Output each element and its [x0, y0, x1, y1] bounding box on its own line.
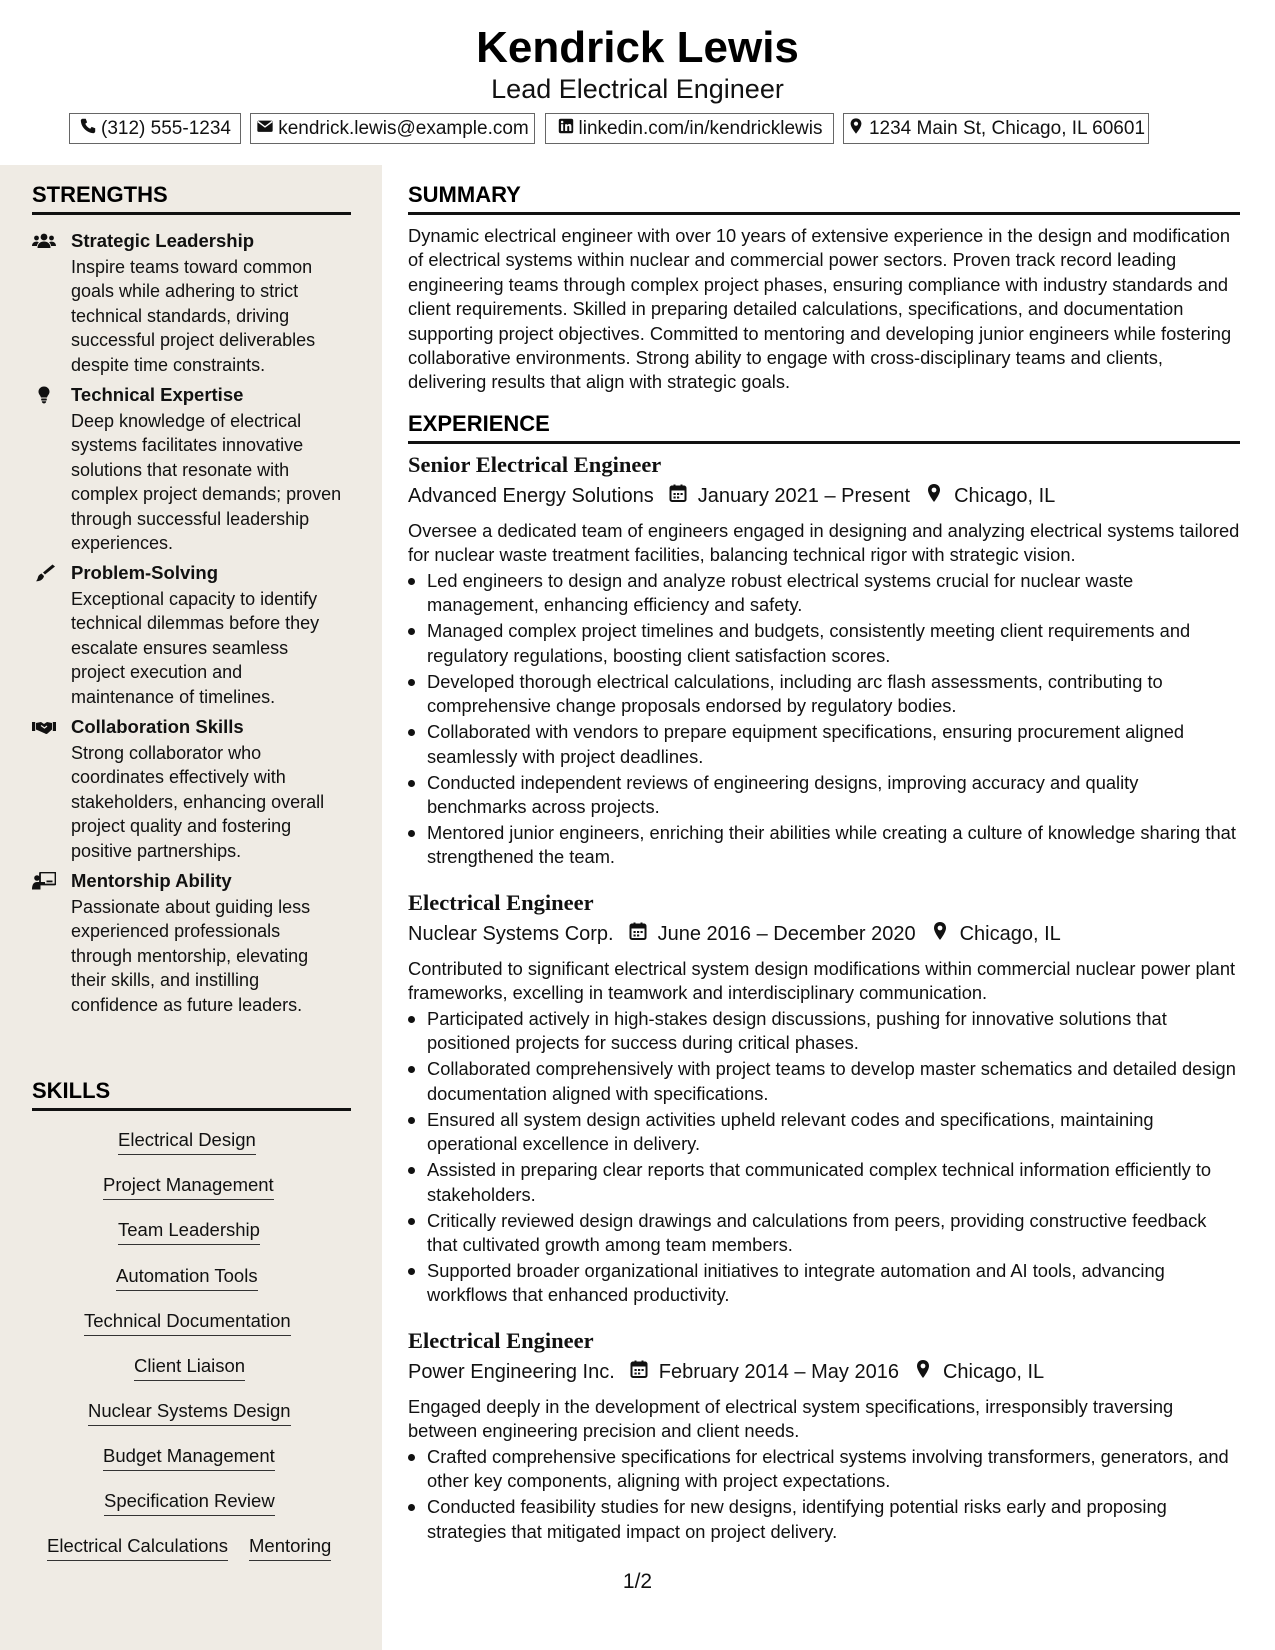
contact-linkedin[interactable] [545, 113, 834, 144]
bullet-item: Developed thorough electrical calculations, including arc flash assessments, contributing to comprehensive change proposals endorsed by regulatory bodies. [408, 670, 1240, 719]
contact-linkedin-text: linkedin.com/in/kendricklewis [578, 117, 823, 139]
strength-desc: Strong collaborator who coordinates effectively with stakeholders, enhancing overall project quality and fostering positive partnerships. [71, 743, 325, 861]
experience-heading: EXPERIENCE [408, 410, 1240, 444]
bullet-item: Crafted comprehensive specifications for electrical systems involving transformers, generators, and other key components, aligning with project expectations. [408, 1445, 1240, 1494]
strength-desc: Inspire teams toward common goals while adhering to strict technical standards, driving successful project deliverables despite time constraints. [71, 257, 316, 375]
job-dates: February 2014 – May 2016 [658, 1360, 899, 1383]
job-company: Advanced Energy Solutions [408, 484, 654, 507]
contact-address [843, 113, 1149, 144]
map-pin-icon [910, 483, 954, 509]
strength-title: Collaboration Skills [71, 716, 244, 737]
job-company: Nuclear Systems Corp. [408, 922, 614, 945]
strength-title: Problem-Solving [71, 562, 218, 583]
strength-item [32, 715, 352, 861]
job-location: Chicago, IL [954, 484, 1056, 507]
brush-icon [32, 564, 56, 582]
bullet-item: Conducted independent reviews of engineering designs, improving accuracy and quality benchmarks across projects. [408, 771, 1240, 820]
bullet-item: Collaborated comprehensively with project teams to develop master schematics and detailed design documentation aligned with specifications. [408, 1057, 1240, 1106]
strength-item [32, 869, 352, 1015]
phone-icon [79, 117, 97, 141]
calendar-icon [614, 921, 658, 947]
summary-heading: SUMMARY [408, 181, 1240, 215]
job-title: Electrical Engineer [408, 1328, 594, 1353]
skill-tag: Team Leadership [118, 1218, 260, 1245]
teacher-icon [32, 872, 56, 890]
strength-desc: Passionate about guiding less experienced professionals through mentorship, elevating their skills, and instilling confidence as future leaders. [71, 897, 311, 1015]
contact-address-text: 1234 Main St, Chicago, IL 60601 [868, 117, 1146, 139]
lightbulb-icon [32, 386, 56, 404]
job-meta [408, 920, 1061, 948]
users-icon [32, 232, 56, 250]
page-number: 1/2 [622, 1570, 653, 1593]
skill-tag: Budget Management [103, 1444, 275, 1471]
job-title: Electrical Engineer [408, 890, 594, 915]
bullet-item: Critically reviewed design drawings and calculations from peers, providing constructive feedback that cultivated growth among team members. [408, 1209, 1240, 1258]
bullet-item: Managed complex project timelines and budgets, consistently meeting client requirements and regulatory regulations, boosting client satisfaction scores. [408, 619, 1240, 668]
summary-text: Dynamic electrical engineer with over 10 years of extensive experience in the design and modification of electrical systems within nuclear and commercial power sectors. Proven track record leading engineering teams through complex project phases, ensuring compliance with industry standards and client requirements. Skilled in preparing detailed calculations, specifications, and documentation supporting project objectives. Committed to mentoring and developing junior engineers while fostering collaborative environments. Strong ability to engage with cross-disciplinary teams and clients, delivering results that align with strategic goals. [408, 225, 1232, 393]
map-pin-icon [847, 117, 865, 141]
job-dates: January 2021 – Present [697, 484, 911, 507]
skill-tag: Mentoring [249, 1534, 331, 1561]
strengths-heading: STRENGTHS [32, 181, 351, 215]
bullet-item: Conducted feasibility studies for new designs, identifying potential risks early and proposing strategies that mitigated impact on project delivery. [408, 1495, 1240, 1544]
skill-tag: Automation Tools [116, 1264, 258, 1291]
job-meta [408, 482, 1055, 510]
strength-title: Mentorship Ability [71, 870, 232, 891]
bullet-item: Led engineers to design and analyze robust electrical systems crucial for nuclear waste management, enhancing efficiency and safety. [408, 569, 1240, 618]
strength-desc: Deep knowledge of electrical systems facilitates innovative solutions that resonate with complex project demands; proven through successful leadership experiences. [71, 411, 342, 554]
map-pin-icon [899, 1359, 943, 1385]
contact-phone[interactable] [69, 113, 241, 144]
job-bullets [408, 1445, 1240, 1546]
contact-email[interactable] [250, 113, 535, 144]
contact-phone-text: (312) 555-1234 [101, 117, 231, 139]
job-bullets [408, 1007, 1240, 1309]
bullet-item: Assisted in preparing clear reports that communicated complex technical information efficiently to stakeholders. [408, 1158, 1240, 1207]
skills-heading: SKILLS [32, 1077, 351, 1111]
candidate-title: Lead Electrical Engineer [491, 74, 784, 104]
job-bullets [408, 569, 1240, 871]
contact-bar [0, 113, 1275, 145]
skill-tag: Project Management [103, 1173, 274, 1200]
candidate-name: Kendrick Lewis [476, 23, 799, 72]
handshake-icon [32, 718, 56, 736]
calendar-icon [654, 483, 698, 509]
bullet-item: Participated actively in high-stakes design discussions, pushing for innovative solutions that positioned projects for success during critical phases. [408, 1007, 1240, 1056]
strength-item [32, 383, 352, 554]
resume-header [0, 0, 1275, 165]
job-dates: June 2016 – December 2020 [657, 922, 916, 945]
strength-title: Technical Expertise [71, 384, 244, 405]
strength-desc: Exceptional capacity to identify technical dilemmas before they escalate ensures seamless project execution and maintenance of timelines. [71, 589, 320, 707]
job-meta [408, 1358, 1044, 1386]
job-location: Chicago, IL [942, 1360, 1045, 1383]
job-description: Contributed to significant electrical system design modifications within commercial nuclear power plant frameworks, excelling in teamwork and interdisciplinary communication. [408, 958, 1236, 1004]
job-company: Power Engineering Inc. [408, 1360, 615, 1383]
skill-tag: Technical Documentation [84, 1309, 291, 1336]
calendar-icon [615, 1359, 659, 1385]
bullet-item: Mentored junior engineers, enriching their abilities while creating a culture of knowledge sharing that strengthened the team. [408, 821, 1240, 870]
linkedin-icon [557, 117, 575, 141]
job-title: Senior Electrical Engineer [408, 452, 662, 477]
skill-tag: Specification Review [104, 1489, 275, 1516]
job-description: Engaged deeply in the development of electrical system specifications, irresponsibly traversing between engineering precision and client needs. [408, 1396, 1174, 1442]
bullet-item: Supported broader organizational initiatives to integrate automation and AI tools, advancing workflows that enhanced productivity. [408, 1259, 1240, 1308]
bullet-item: Collaborated with vendors to prepare equipment specifications, ensuring procurement aligned seamlessly with project deadlines. [408, 720, 1240, 769]
envelope-icon [256, 117, 274, 141]
strength-item [32, 561, 352, 707]
contact-email-text: kendrick.lewis@example.com [278, 117, 529, 139]
job-location: Chicago, IL [959, 922, 1061, 945]
strength-item [32, 229, 352, 379]
skill-tag: Nuclear Systems Design [88, 1399, 291, 1426]
skill-tag: Client Liaison [134, 1354, 245, 1381]
bullet-item: Ensured all system design activities upheld relevant codes and specifications, maintaining operational excellence in delivery. [408, 1108, 1240, 1157]
skill-tag: Electrical Calculations [47, 1534, 228, 1561]
strength-title: Strategic Leadership [71, 230, 255, 251]
skill-tag: Electrical Design [118, 1128, 256, 1155]
map-pin-icon [916, 921, 960, 947]
job-description: Oversee a dedicated team of engineers engaged in designing and analyzing electrical systems tailored for nuclear waste treatment facilities, balancing technical rigor with strategic vision. [408, 520, 1240, 566]
